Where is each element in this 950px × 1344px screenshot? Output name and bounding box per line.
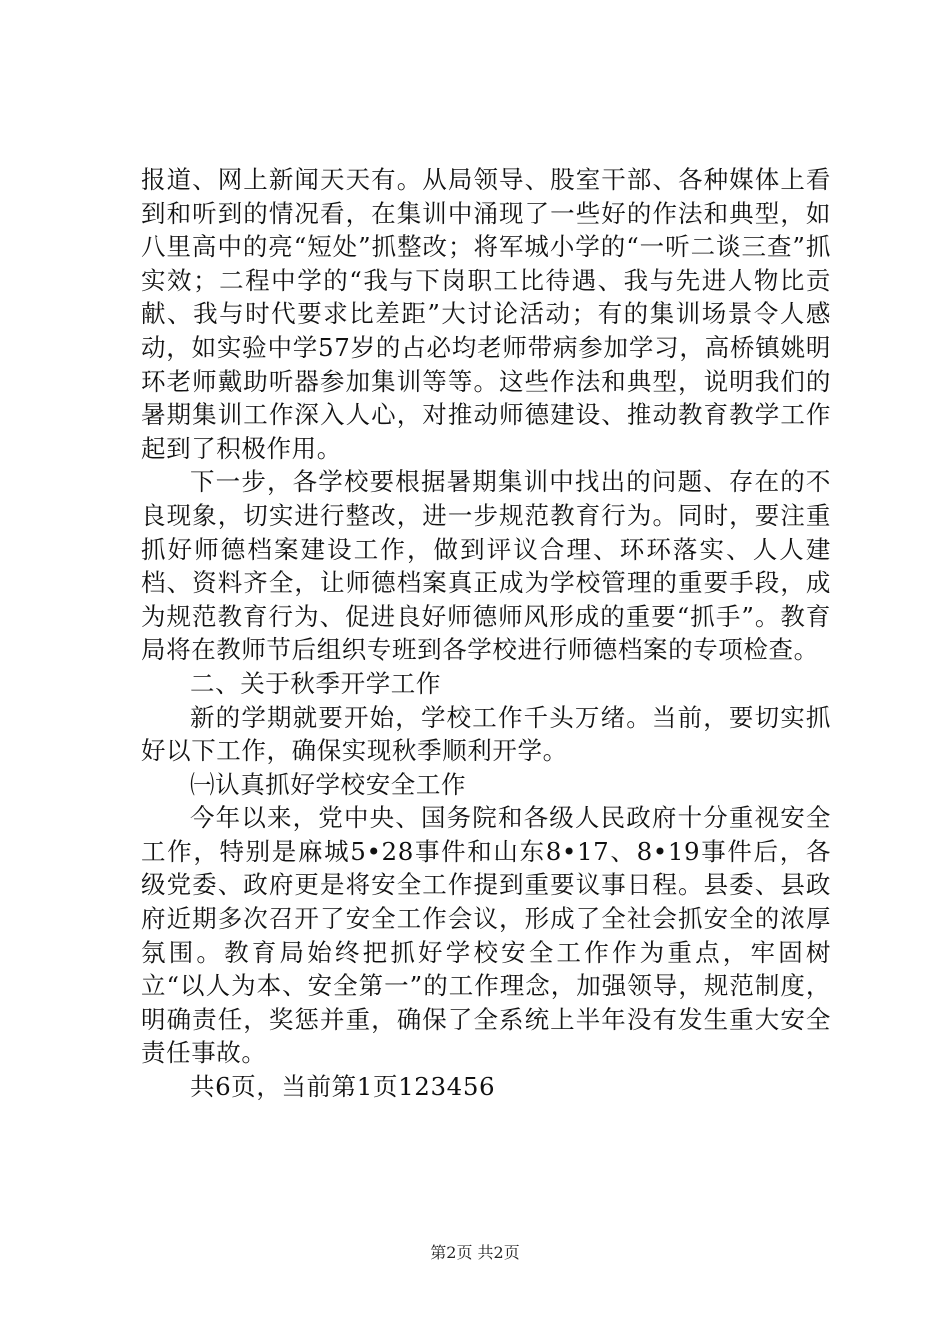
document-body bbox=[141, 163, 831, 1104]
paragraph-safety-work: 今年以来，党中央、国务院和各级人民政府十分重视安全工作，特别是麻城5•28事件和山东8•17、8•19事件后，各级党委、政府更是将安全工作提到重要议事日程。县委、县政府近期多次召开了安全工作会议，形成了全社会抓安全的浓厚氛围。教育局始终把抓好学校安全工作作为重点，牢固树立“以人为本、安全第一”的工作理念，加强领导，规范制度，明确责任，奖惩并重，确保了全系统上半年没有发生重大安全责任事故。 bbox=[141, 803, 831, 1068]
page-footer: 第2页 共2页 bbox=[430, 1243, 520, 1262]
paragraph-collective-training-examples: 报道、网上新闻天天有。从局领导、股室干部、各种媒体上看到和听到的情况看，在集训中涌现了一些好的作法和典型，如八里高中的亮“短处”抓整改；将军城小学的“一听二谈三查”抓实效；二程中学的“我与下岗职工比待遇、我与先进人物比贡献、我与时代要求比差距”大讨论活动；有的集训场景令人感动，如实验中学57岁的占必均老师带病参加学习，高桥镇姚明环老师戴助听器参加集训等等。这些作法和典型，说明我们的暑期集训工作深入人心，对推动师德建设、推动教育教学工作起到了积极作用。 bbox=[141, 165, 831, 463]
paragraph-page-indicator: 共6页，当前第1页123456 bbox=[190, 1072, 496, 1102]
paragraph-semester-intro: 新的学期就要开始，学校工作千头万绪。当前，要切实抓好以下工作，确保实现秋季顺利开学。 bbox=[141, 702, 831, 766]
paragraph-next-steps: 下一步，各学校要根据暑期集训中找出的问题、存在的不良现象，切实进行整改，进一步规范教育行为。同时，要注重抓好师德档案建设工作，做到评议合理、环环落实、人人建档、资料齐全，让师德档案真正成为学校管理的重要手段，成为规范教育行为、促进良好师德师风形成的重要“抓手”。教育局将在教师节后组织专班到各学校进行师德档案的专项检查。 bbox=[141, 467, 831, 665]
section-heading-autumn-semester: 二、关于秋季开学工作 bbox=[190, 668, 441, 698]
subheading-school-safety: ㈠认真抓好学校安全工作 bbox=[190, 769, 467, 799]
